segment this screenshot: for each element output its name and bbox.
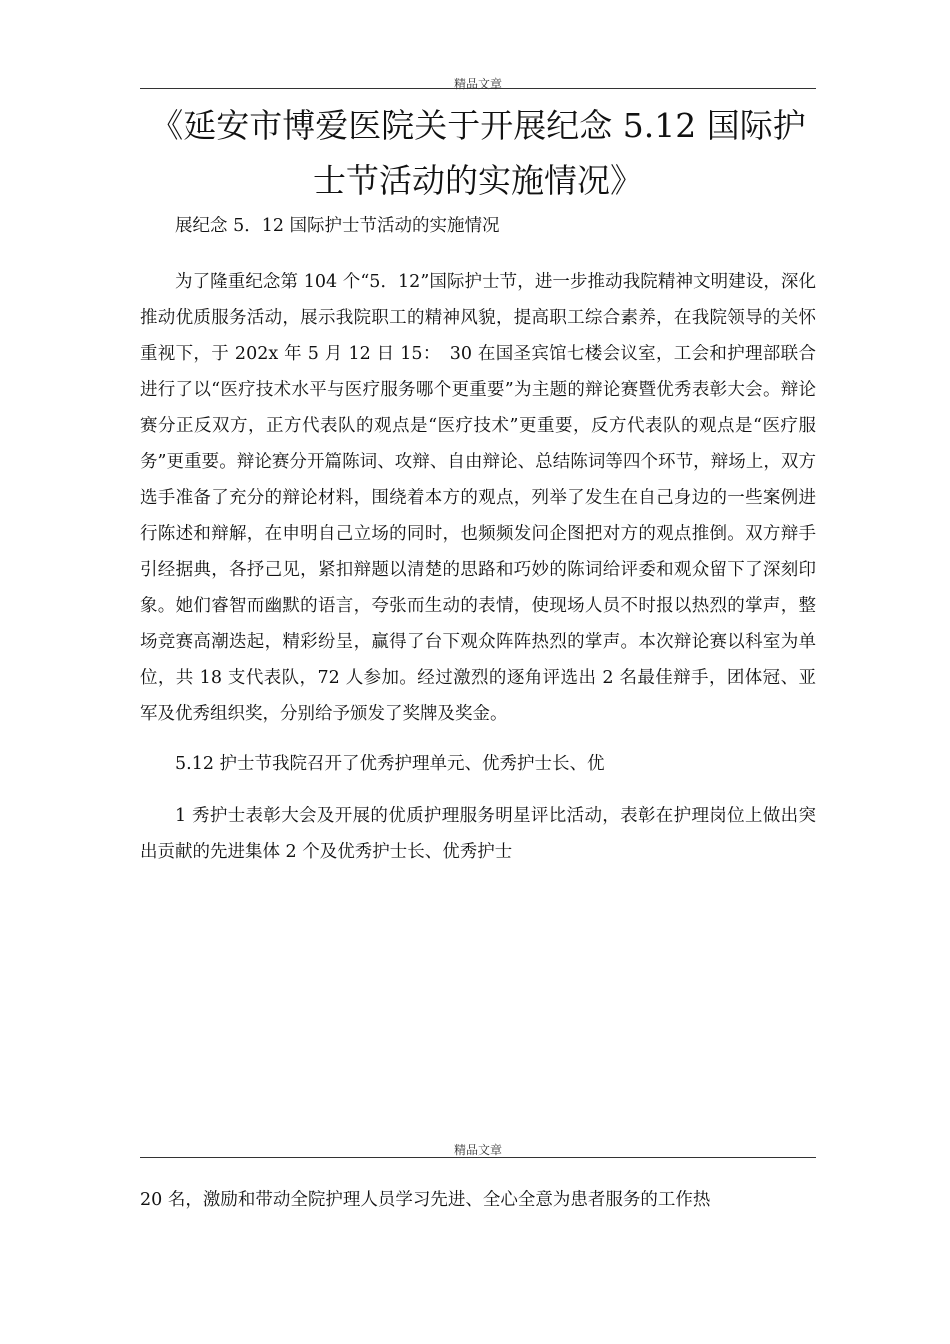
- paragraph-awards-detail: 1 秀护士表彰大会及开展的优质护理服务明星评比活动，表彰在护理岗位上做出突出贡献的先进集体 2 个及优秀护士长、优秀护士: [140, 806, 816, 862]
- paragraph-subtitle: 展纪念 5．12 国际护士节活动的实施情况: [175, 216, 500, 236]
- paragraph-awards-intro: 5.12 护士节我院召开了优秀护理单元、优秀护士长、优: [175, 754, 605, 774]
- next-page-paragraph: 20 名，激励和带动全院护理人员学习先进、全心全意为患者服务的工作热: [140, 1190, 711, 1210]
- document-body: [140, 208, 816, 884]
- header-divider: [140, 88, 816, 89]
- document-title: 《延安市博爱医院关于开展纪念 5.12 国际护士节活动的实施情况》: [150, 106, 806, 200]
- page-footer-label: 精品文章: [453, 1143, 502, 1157]
- footer-divider: [140, 1157, 816, 1158]
- paragraph-main: 为了隆重纪念第 104 个“5．12”国际护士节，进一步推动我院精神文明建设，深化推动优质服务活动，展示我院职工的精神风貌，提高职工综合素养，在我院领导的关怀重视下，于 202x 年 5 月 12 日 15： 30 在国圣宾馆七楼会议室，工会和护理部联合进行了以“医疗技术水平与医疗服务哪个更重要”为主题的辩论赛暨优秀表彰大会。辩论赛分正反双方，正方代表队的观点是“医疗技术”更重要，反方代表队的观点是“医疗服务”更重要。辩论赛分开篇陈词、攻辩、自由辩论、总结陈词等四个环节，辩场上，双方选手准备了充分的辩论材料，围绕着本方的观点，列举了发生在自己身边的一些案例进行陈述和辩解，在申明自己立场的同时，也频频发问企图把对方的观点推倒。双方辩手引经据典，各抒己见，紧扣辩题以清楚的思路和巧妙的陈词给评委和观众留下了深刻印象。她们睿智而幽默的语言，夸张而生动的表情，使现场人员不时报以热烈的掌声，整场竞赛高潮迭起，精彩纷呈，赢得了台下观众阵阵热烈的掌声。本次辩论赛以科室为单位，共 18 支代表队，72 人参加。经过激烈的逐角评选出 2 名最佳辩手，团体冠、亚军及优秀组织奖，分别给予颁发了奖牌及奖金。: [140, 272, 816, 724]
- page-header-label: 精品文章: [453, 77, 502, 91]
